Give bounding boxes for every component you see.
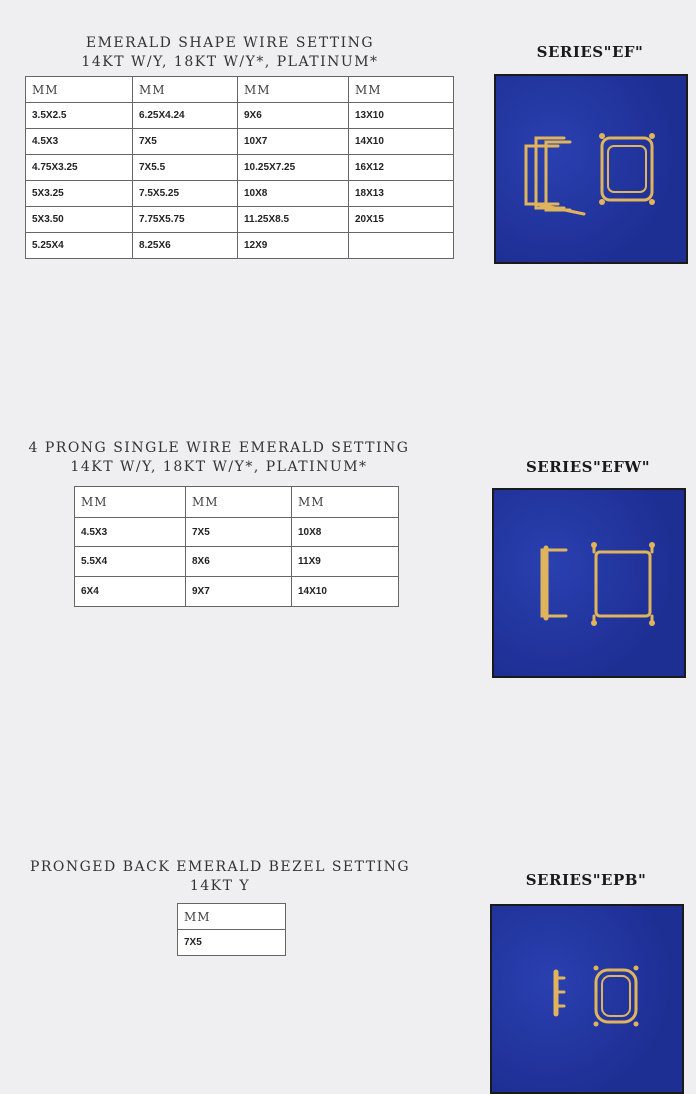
table-row [26, 181, 454, 207]
table-cell: 3.5X2.5 [26, 103, 133, 129]
table-cell: 8X6 [186, 547, 292, 577]
table-cell: 7.5X5.25 [133, 181, 238, 207]
table-row [178, 930, 286, 956]
series-efw-label: SERIES"EFW" [525, 458, 651, 476]
column-header: MM [178, 904, 286, 930]
table-row [75, 518, 399, 547]
section-ef-heading-line1: EMERALD SHAPE WIRE SETTING [85, 35, 375, 51]
table-header-row [178, 904, 286, 930]
size-table-efw [74, 486, 399, 607]
column-header: MM [349, 77, 454, 103]
prong-setting-illustration [494, 490, 684, 676]
table-row [75, 547, 399, 577]
table-cell: 9X6 [238, 103, 349, 129]
section-epb-heading [20, 858, 420, 896]
table-row [26, 207, 454, 233]
column-header: MM [75, 487, 186, 518]
table-cell: 7X5 [133, 129, 238, 155]
table-row [26, 155, 454, 181]
section-epb-heading-line2: 14KT Y [189, 878, 251, 894]
column-header: MM [133, 77, 238, 103]
table-cell: 6X4 [75, 577, 186, 607]
series-epb-label: SERIES"EPB" [525, 871, 647, 889]
table-row [75, 577, 399, 607]
table-cell [349, 233, 454, 259]
section-efw-heading-line2: 14KT W/Y, 18KT W/Y*, PLATINUM* [70, 459, 368, 475]
table-cell: 12X9 [238, 233, 349, 259]
table-cell: 13X10 [349, 103, 454, 129]
size-table-ef [25, 76, 454, 259]
table-cell: 7X5 [178, 930, 286, 956]
table-cell: 4.5X3 [75, 518, 186, 547]
table-header-row [75, 487, 399, 518]
table-cell: 10X7 [238, 129, 349, 155]
product-photo-ef [494, 74, 688, 264]
bezel-setting-illustration [492, 906, 682, 1092]
table-row [26, 103, 454, 129]
table-cell: 14X10 [292, 577, 399, 607]
table-cell: 5.25X4 [26, 233, 133, 259]
section-ef-heading [40, 34, 420, 72]
table-cell: 7X5 [186, 518, 292, 547]
wire-setting-illustration [496, 76, 686, 262]
table-header-row [26, 77, 454, 103]
table-cell: 4.75X3.25 [26, 155, 133, 181]
table-cell: 8.25X6 [133, 233, 238, 259]
table-cell: 5X3.50 [26, 207, 133, 233]
section-ef-heading-line2: 14KT W/Y, 18KT W/Y*, PLATINUM* [81, 54, 379, 70]
table-cell: 18X13 [349, 181, 454, 207]
table-cell: 16X12 [349, 155, 454, 181]
table-row [26, 129, 454, 155]
table-cell: 4.5X3 [26, 129, 133, 155]
table-cell: 6.25X4.24 [133, 103, 238, 129]
table-cell: 9X7 [186, 577, 292, 607]
table-cell: 11X9 [292, 547, 399, 577]
column-header: MM [238, 77, 349, 103]
column-header: MM [292, 487, 399, 518]
section-efw-heading [18, 439, 420, 477]
table-cell: 10X8 [238, 181, 349, 207]
column-header: MM [26, 77, 133, 103]
table-cell: 7X5.5 [133, 155, 238, 181]
table-cell: 5.5X4 [75, 547, 186, 577]
table-cell: 11.25X8.5 [238, 207, 349, 233]
product-photo-epb [490, 904, 684, 1094]
table-cell: 20X15 [349, 207, 454, 233]
table-cell: 10X8 [292, 518, 399, 547]
product-photo-efw [492, 488, 686, 678]
section-efw-heading-line1: 4 PRONG SINGLE WIRE EMERALD SETTING [28, 440, 410, 456]
series-ef-label: SERIES"EF" [536, 43, 644, 61]
table-cell: 5X3.25 [26, 181, 133, 207]
table-cell: 7.75X5.75 [133, 207, 238, 233]
table-cell: 14X10 [349, 129, 454, 155]
column-header: MM [186, 487, 292, 518]
table-row [26, 233, 454, 259]
section-epb-heading-line1: PRONGED BACK EMERALD BEZEL SETTING [29, 859, 411, 875]
table-cell: 10.25X7.25 [238, 155, 349, 181]
size-table-epb [177, 903, 286, 956]
